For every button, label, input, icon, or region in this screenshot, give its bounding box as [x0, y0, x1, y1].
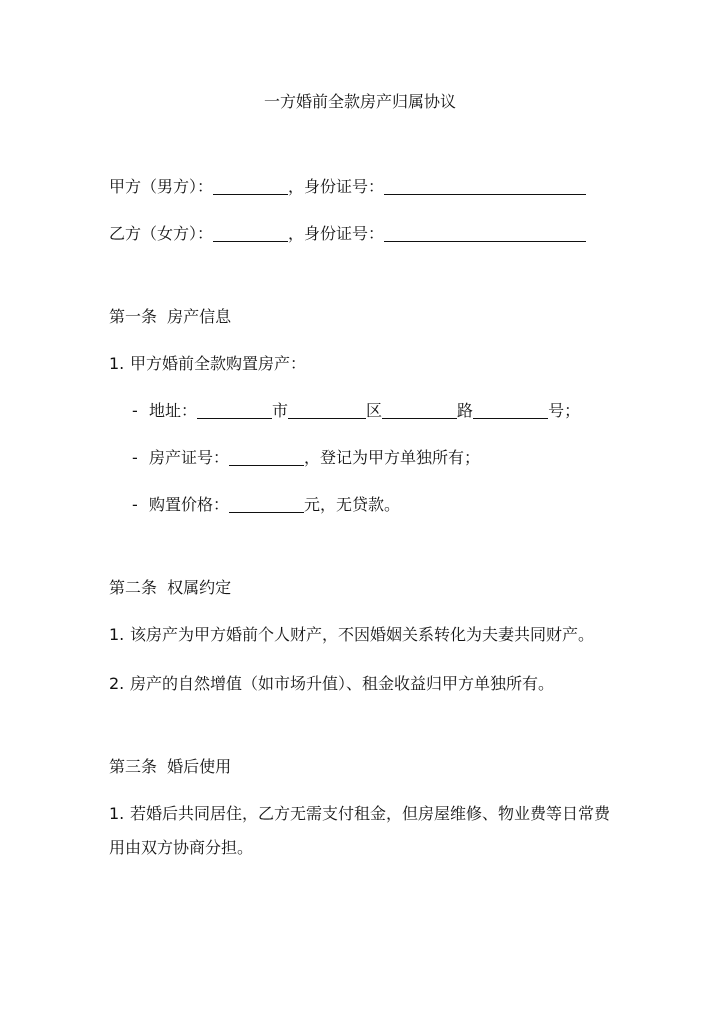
address-dash: -: [132, 401, 138, 420]
article2-item1-number: 1.: [109, 625, 125, 644]
address-road-blank: [382, 400, 457, 419]
address-number: 号；: [548, 401, 581, 420]
party-b-id-label: ，身份证号：: [288, 224, 385, 243]
party-a-id-blank: [384, 176, 586, 195]
article2-item1: [109, 623, 594, 647]
certificate-number-blank: [229, 447, 304, 466]
address-line: [132, 399, 580, 423]
address-label: 地址：: [149, 401, 198, 420]
party-a-id-label: ，身份证号：: [288, 177, 385, 196]
article2-item1-text: 该房产为甲方婚前个人财产，不因婚姻关系转化为夫妻共同财产。: [130, 625, 595, 644]
certificate-dash: -: [132, 448, 138, 467]
article1-heading: 第一条 房产信息: [109, 307, 232, 326]
party-b-name-blank: [213, 223, 288, 242]
article3-item1-number: 1.: [109, 804, 125, 823]
price-label: 购置价格：: [149, 495, 230, 514]
address-city: 市: [272, 401, 289, 420]
article3-heading: 第三条 婚后使用: [109, 757, 232, 776]
article2-item2: [109, 672, 554, 696]
price-suffix: 元，无贷款。: [304, 495, 401, 514]
article2-item2-text: 房产的自然增值（如市场升值）、租金收益归甲方单独所有。: [130, 674, 555, 693]
article2-heading: 第二条 权属约定: [109, 578, 232, 597]
address-district: 区: [366, 401, 383, 420]
article2-item2-number: 2.: [109, 674, 125, 693]
address-road: 路: [457, 401, 474, 420]
party-b-id-blank: [384, 223, 586, 242]
document-title: 一方婚前全款房产归属协议: [263, 92, 456, 111]
certificate-line: [132, 446, 480, 470]
party-b-label: 乙方（女方）：: [109, 224, 214, 243]
address-district-blank: [288, 400, 366, 419]
party-b-line: [109, 222, 586, 246]
price-line: [132, 493, 400, 517]
article1-item1-text: 甲方婚前全款购置房产：: [130, 354, 307, 373]
article3-item1: [109, 797, 614, 865]
address-city-blank: [197, 400, 272, 419]
certificate-label: 房产证号：: [149, 448, 230, 467]
article3-item1-text: 若婚后共同居住，乙方无需支付租金，但房屋维修、物业费等日常费用由双方协商分担。: [109, 804, 611, 857]
certificate-suffix: ，登记为甲方单独所有；: [304, 448, 481, 467]
party-a-line: [109, 175, 586, 199]
party-a-name-blank: [213, 176, 288, 195]
party-a-label: 甲方（男方）：: [109, 177, 214, 196]
article1-item1-number: 1.: [109, 354, 125, 373]
price-dash: -: [132, 495, 138, 514]
price-blank: [229, 494, 304, 513]
address-number-blank: [473, 400, 548, 419]
article1-item1: [109, 352, 306, 376]
